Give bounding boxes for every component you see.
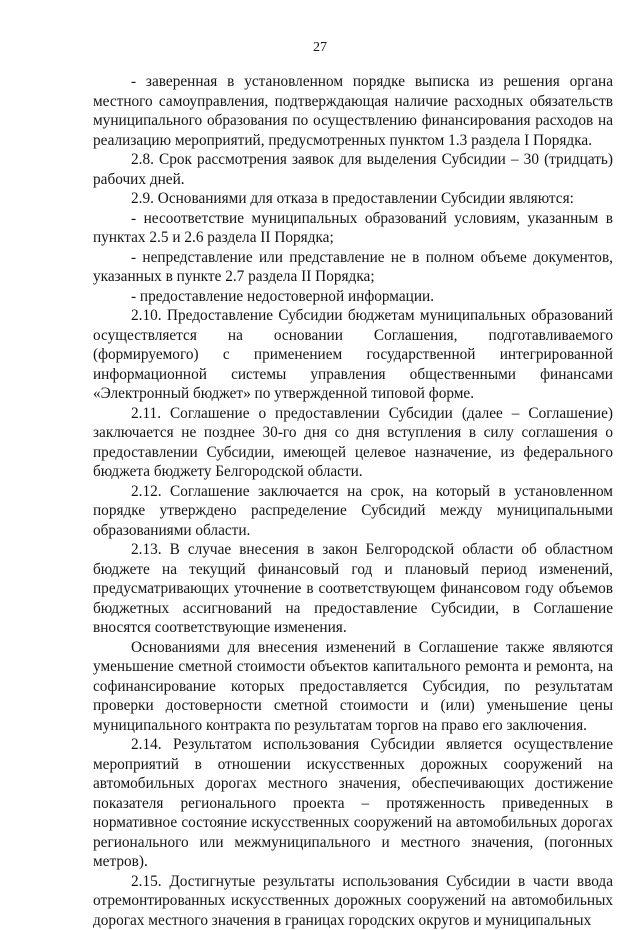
paragraph-2-9: 2.9. Основаниями для отказа в предоставлении Субсидии являются: (93, 189, 613, 209)
paragraph-2-13: 2.13. В случае внесения в закон Белгородской области об областном бюджете на текущий финансовый год и плановый период изменений, предусматривающих уточнение в соответствующем финансовом году объемов бюджетных ассигнований на предоставление Субсидии, в Соглашение вносятся соответствующие изменения. (93, 540, 613, 638)
paragraph-2-12: 2.12. Соглашение заключается на срок, на который в установленном порядке утверждено распределение Субсидий между муниципальными образованиями области. (93, 482, 613, 541)
paragraph-2-10: 2.10. Предоставление Субсидии бюджетам муниципальных образований осуществляется на основании Соглашения, подготавливаемого (формируемого) с применением государственной интегрированной информационной системы управления общественными финансами «Электронный бюджет» по утвержденной типовой форме. (93, 306, 613, 404)
paragraph-2-14: 2.14. Результатом использования Субсидии является осуществление мероприятий в отношении искусственных дорожных сооружений на автомобильных дорогах местного значения, обеспечивающих достижение показателя регионального проекта – протяженность приведенных в нормативное состояние искусственных сооружений на автомобильных дорогах регионального или межмуниципального и местного значения, (погонных метров). (93, 735, 613, 872)
paragraph-2-9-item-2: - непредставление или представление не в полном объеме документов, указанных в пункте 2.7 раздела II Порядка; (93, 248, 613, 287)
paragraph-2-11: 2.11. Соглашение о предоставлении Субсидии (далее – Соглашение) заключается не позднее 30-го дня со дня вступления в силу соглашения о предоставлении Субсидии, имеющей целевое назначение, из федерального бюджета бюджету Белгородской области. (93, 404, 613, 482)
paragraph-2-9-item-1: - несоответствие муниципальных образований условиям, указанным в пунктах 2.5 и 2.6 раздела II Порядка; (93, 209, 613, 248)
paragraph-2-8: 2.8. Срок рассмотрения заявок для выделения Субсидии – 30 (тридцать) рабочих дней. (93, 150, 613, 189)
document-body (93, 72, 613, 930)
paragraph-2-15: 2.15. Достигнутые результаты использования Субсидии в части ввода отремонтированных искусственных дорожных сооружений на автомобильных дорогах местного значения в границах городских округов и муниципальных (93, 872, 613, 930)
paragraph-certified-extract: - заверенная в установленном порядке выписка из решения органа местного самоуправления, подтверждающая наличие расходных обязательств муниципального образования по осуществлению финансирования расходов на реализацию мероприятий, предусмотренных пунктом 1.3 раздела I Порядка. (93, 72, 613, 150)
page-number: 27 (0, 40, 640, 56)
paragraph-amendment-grounds: Основаниями для внесения изменений в Соглашение также являются уменьшение сметной стоимости объектов капитального ремонта и ремонта, на софинансирование которых предоставляется Субсидия, по результатам проверки достоверности сметной стоимости и (или) уменьшение цены муниципального контракта по результатам торгов на право его заключения. (93, 638, 613, 736)
paragraph-2-9-item-3: - предоставление недостоверной информации. (93, 287, 613, 307)
